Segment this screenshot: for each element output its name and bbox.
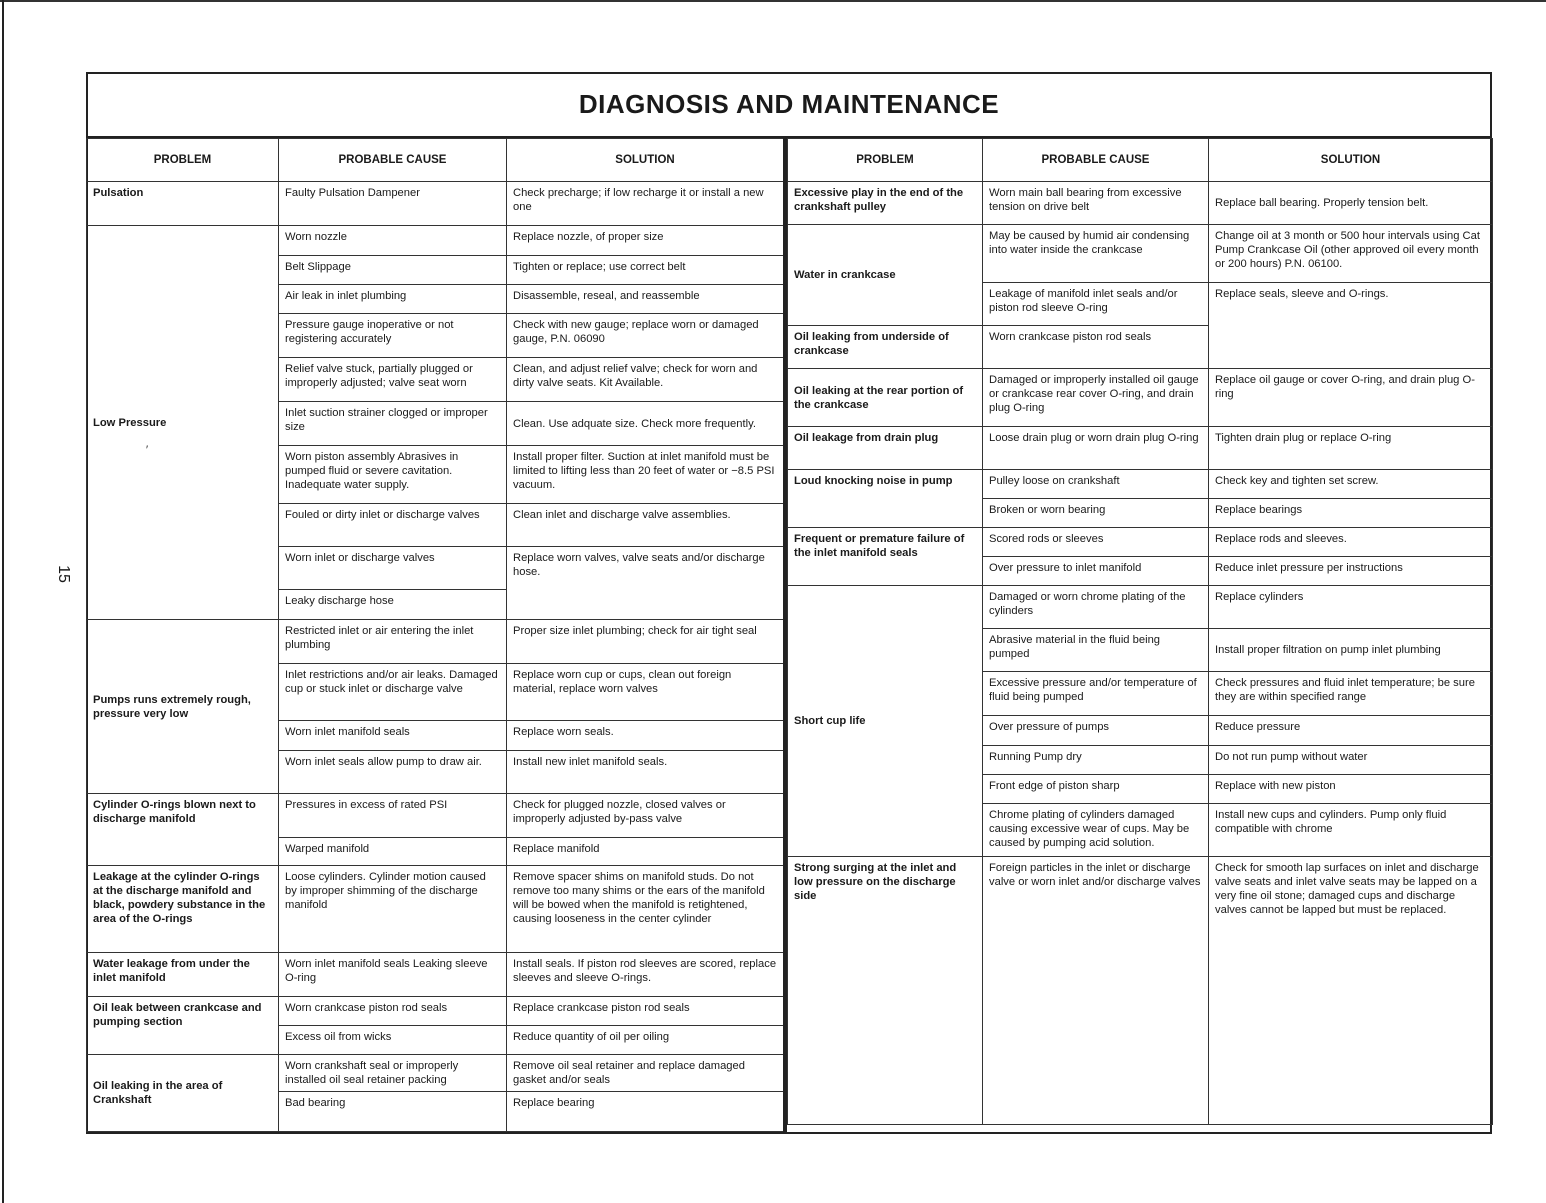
table-row [87, 182, 784, 226]
header-cause: PROBABLE CAUSE [279, 139, 507, 182]
cause-cell: Damaged or improperly installed oil gauge or crankcase rear cover O-ring, and drain plug O-ring [983, 369, 1209, 427]
problem-cell: Frequent or premature failure of the inlet manifold seals [788, 528, 983, 586]
header-cause: PROBABLE CAUSE [983, 139, 1209, 182]
table-row [788, 225, 1493, 283]
solution-cell: Clean inlet and discharge valve assemblies. [507, 504, 784, 547]
cause-cell: Worn nozzle [279, 226, 507, 256]
cause-cell: Abrasive material in the fluid being pumped [983, 629, 1209, 672]
solution-cell: Check pressures and fluid inlet temperature; be sure they are within specified range [1209, 672, 1493, 716]
table-row [788, 369, 1493, 427]
header-row [788, 139, 1493, 182]
cause-cell: Worn inlet manifold seals Leaking sleeve O-ring [279, 953, 507, 997]
problem-cell: Loud knocking noise in pump [788, 470, 983, 528]
solution-cell: Check key and tighten set screw. [1209, 470, 1493, 499]
solution-cell: Replace bearings [1209, 499, 1493, 528]
problem-cell: Short cup life [788, 586, 983, 857]
problem-cell: Cylinder O-rings blown next to discharge manifold [87, 794, 279, 866]
cause-cell: Loose cylinders. Cylinder motion caused by improper shimming of the discharge manifold [279, 866, 507, 953]
header-solution: SOLUTION [507, 139, 784, 182]
solution-cell: Replace cylinders [1209, 586, 1493, 629]
table-row [87, 1055, 784, 1092]
problem-cell: Excessive play in the end of the crankshaft pulley [788, 182, 983, 225]
solution-cell: Check with new gauge; replace worn or damaged gauge, P.N. 06090 [507, 314, 784, 358]
cause-cell: Damaged or worn chrome plating of the cylinders [983, 586, 1209, 629]
solution-cell: Install new inlet manifold seals. [507, 751, 784, 794]
table-row [87, 953, 784, 997]
cause-cell: Fouled or dirty inlet or discharge valves [279, 504, 507, 547]
header-problem: PROBLEM [87, 139, 279, 182]
cause-cell: Restricted inlet or air entering the inlet plumbing [279, 620, 507, 664]
cause-cell: Leaky discharge hose [279, 590, 507, 620]
cause-cell: Bad bearing [279, 1092, 507, 1132]
problem-cell: Oil leak between crankcase and pumping section [87, 997, 279, 1055]
table-row [87, 866, 784, 953]
table-row [788, 528, 1493, 557]
problem-cell: Pumps runs extremely rough, pressure very low [87, 620, 279, 794]
left-diagnosis-table [86, 138, 784, 1132]
header-problem: PROBLEM [788, 139, 983, 182]
cause-cell: Running Pump dry [983, 746, 1209, 775]
cause-cell: Over pressure of pumps [983, 716, 1209, 746]
solution-cell: Replace worn seals. [507, 721, 784, 751]
solution-cell: Clean, and adjust relief valve; check for worn and dirty valve seats. Kit Available. [507, 358, 784, 402]
solution-cell: Install seals. If piston rod sleeves are scored, replace sleeves and sleeve O-rings. [507, 953, 784, 997]
solution-cell: Do not run pump without water [1209, 746, 1493, 775]
solution-cell: Replace seals, sleeve and O-rings. [1209, 283, 1493, 369]
problem-cell: Water leakage from under the inlet manifold [87, 953, 279, 997]
problem-cell: Water in crankcase [788, 225, 983, 326]
table-row [87, 997, 784, 1026]
solution-cell: Check for plugged nozzle, closed valves or improperly adjusted by-pass valve [507, 794, 784, 838]
solution-cell: Replace crankcase piston rod seals [507, 997, 784, 1026]
cause-cell: Worn inlet seals allow pump to draw air. [279, 751, 507, 794]
cause-cell: Worn main ball bearing from excessive tension on drive belt [983, 182, 1209, 225]
scan-edge-left [2, 0, 4, 1203]
cause-cell: Pulley loose on crankshaft [983, 470, 1209, 499]
page-number: 15 [54, 565, 72, 583]
cause-cell: Worn inlet or discharge valves [279, 547, 507, 590]
solution-cell: Replace nozzle, of proper size [507, 226, 784, 256]
solution-cell: Disassemble, reseal, and reassemble [507, 285, 784, 314]
solution-cell: Reduce quantity of oil per oiling [507, 1026, 784, 1055]
cause-cell: Inlet restrictions and/or air leaks. Damaged cup or stuck inlet or discharge valve [279, 664, 507, 721]
problem-cell: Leakage at the cylinder O-rings at the discharge manifold and black, powdery substance in the area of the O-rings [87, 866, 279, 953]
cause-cell: Leakage of manifold inlet seals and/or piston rod sleeve O-ring [983, 283, 1209, 326]
problem-cell: Oil leakage from drain plug [788, 427, 983, 470]
cause-cell: Pressure gauge inoperative or not registering accurately [279, 314, 507, 358]
table-row [788, 470, 1493, 499]
solution-cell: Replace worn valves, valve seats and/or discharge hose. [507, 547, 784, 620]
solution-cell: Reduce inlet pressure per instructions [1209, 557, 1493, 586]
stray-mark: ′ [146, 444, 149, 456]
problem-cell: Oil leaking in the area of Crankshaft [87, 1055, 279, 1132]
solution-cell: Replace oil gauge or cover O-ring, and drain plug O-ring [1209, 369, 1493, 427]
cause-cell: May be caused by humid air condensing into water inside the crankcase [983, 225, 1209, 283]
problem-cell: Oil leaking at the rear portion of the crankcase [788, 369, 983, 427]
cause-cell: Warped manifold [279, 838, 507, 866]
cause-cell: Worn inlet manifold seals [279, 721, 507, 751]
header-solution: SOLUTION [1209, 139, 1493, 182]
solution-cell: Tighten or replace; use correct belt [507, 256, 784, 285]
cause-cell: Loose drain plug or worn drain plug O-ring [983, 427, 1209, 470]
cause-cell: Worn piston assembly Abrasives in pumped fluid or severe cavitation. Inadequate water supply. [279, 446, 507, 504]
table-row [87, 620, 784, 664]
table-row [87, 794, 784, 838]
cause-cell: Scored rods or sleeves [983, 528, 1209, 557]
solution-cell: Proper size inlet plumbing; check for air tight seal [507, 620, 784, 664]
cause-cell: Excessive pressure and/or temperature of fluid being pumped [983, 672, 1209, 716]
cause-cell: Air leak in inlet plumbing [279, 285, 507, 314]
cause-cell: Over pressure to inlet manifold [983, 557, 1209, 586]
solution-cell: Tighten drain plug or replace O-ring [1209, 427, 1493, 470]
header-row [87, 139, 784, 182]
right-diagnosis-table [787, 138, 1493, 1125]
table-row [788, 586, 1493, 629]
table-row [788, 182, 1493, 225]
problem-cell: Oil leaking from underside of crankcase [788, 326, 983, 369]
problem-cell: Low Pressure [87, 226, 279, 620]
scan-edge-top [0, 0, 1546, 6]
solution-cell: Replace bearing [507, 1092, 784, 1132]
cause-cell: Excess oil from wicks [279, 1026, 507, 1055]
cause-cell: Inlet suction strainer clogged or improper size [279, 402, 507, 446]
solution-cell: Install proper filtration on pump inlet plumbing [1209, 629, 1493, 672]
solution-cell: Remove spacer shims on manifold studs. Do not remove too many shims or the ears of the manifold will be bowed when the manifold is retightened, causing looseness in the center cylinder [507, 866, 784, 953]
solution-cell: Replace rods and sleeves. [1209, 528, 1493, 557]
solution-cell: Replace worn cup or cups, clean out foreign material, replace worn valves [507, 664, 784, 721]
cause-cell: Worn crankcase piston rod seals [983, 326, 1209, 369]
solution-cell: Reduce pressure [1209, 716, 1493, 746]
problem-cell: Pulsation [87, 182, 279, 226]
table-row [87, 226, 784, 256]
solution-cell: Change oil at 3 month or 500 hour intervals using Cat Pump Crankcase Oil (other approved oil every month or 200 hours) P.N. 06100. [1209, 225, 1493, 283]
solution-cell: Replace manifold [507, 838, 784, 866]
solution-cell: Clean. Use adquate size. Check more frequently. [507, 402, 784, 446]
solution-cell: Remove oil seal retainer and replace damaged gasket and/or seals [507, 1055, 784, 1092]
cause-cell: Broken or worn bearing [983, 499, 1209, 528]
cause-cell: Front edge of piston sharp [983, 775, 1209, 804]
cause-cell: Faulty Pulsation Dampener [279, 182, 507, 226]
solution-cell: Check precharge; if low recharge it or install a new one [507, 182, 784, 226]
cause-cell: Foreign particles in the inlet or discharge valve or worn inlet and/or discharge valves [983, 857, 1209, 1125]
cause-cell: Relief valve stuck, partially plugged or improperly adjusted; valve seat worn [279, 358, 507, 402]
solution-cell: Check for smooth lap surfaces on inlet and discharge valve seats and inlet valve seats may be lapped on a very fine oil stone; damaged cups and discharge valves cannot be lapped but must be replaced. [1209, 857, 1493, 1125]
problem-cell: Strong surging at the inlet and low pressure on the discharge side [788, 857, 983, 1125]
cause-cell: Pressures in excess of rated PSI [279, 794, 507, 838]
cause-cell: Chrome plating of cylinders damaged causing excessive wear of cups. May be caused by pumping acid solution. [983, 804, 1209, 857]
solution-cell: Replace ball bearing. Properly tension belt. [1209, 182, 1493, 225]
cause-cell: Belt Slippage [279, 256, 507, 285]
solution-cell: Install new cups and cylinders. Pump only fluid compatible with chrome [1209, 804, 1493, 857]
table-row [788, 427, 1493, 470]
cause-cell: Worn crankshaft seal or improperly installed oil seal retainer packing [279, 1055, 507, 1092]
solution-cell: Install proper filter. Suction at inlet manifold must be limited to lifting less than 20 feet of water or −8.5 PSI vacuum. [507, 446, 784, 504]
page-title: DIAGNOSIS AND MAINTENANCE [86, 72, 1492, 138]
table-row [788, 857, 1493, 1125]
cause-cell: Worn crankcase piston rod seals [279, 997, 507, 1026]
solution-cell: Replace with new piston [1209, 775, 1493, 804]
